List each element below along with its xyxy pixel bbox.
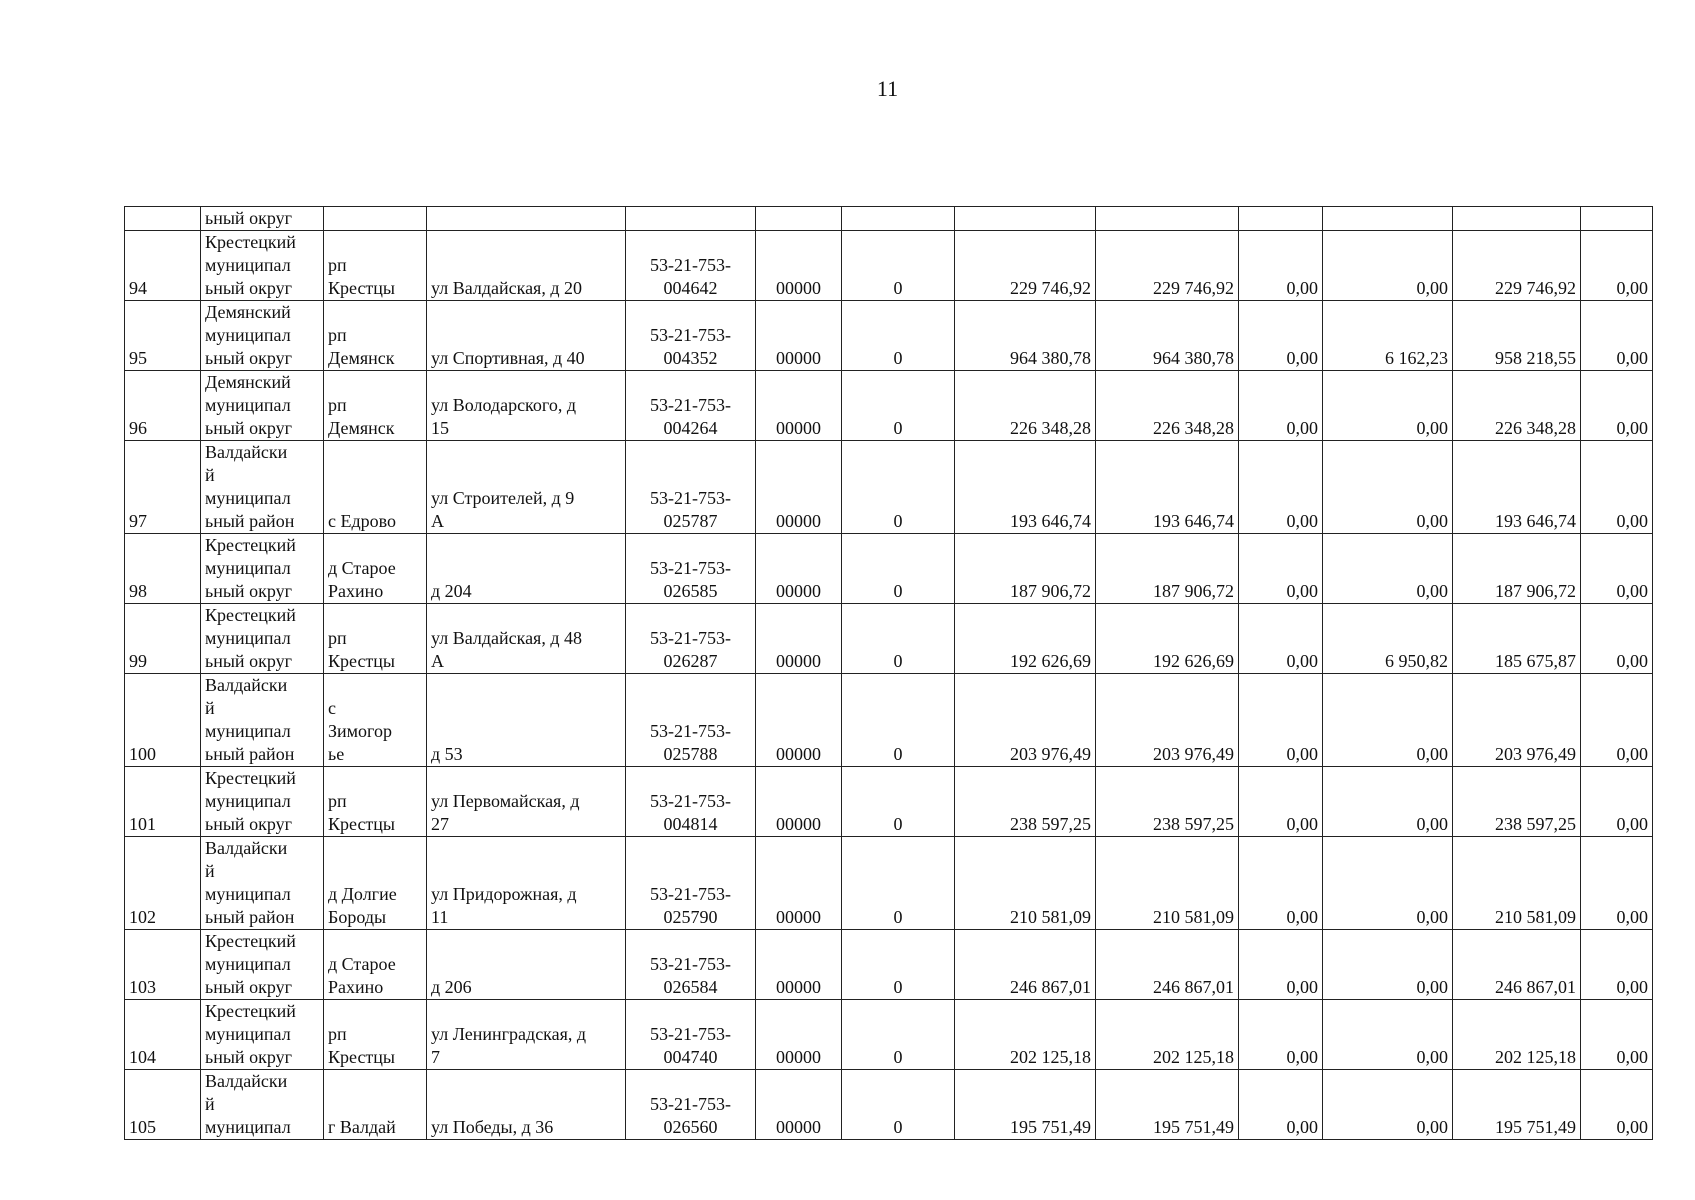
cell-oktmo: 00000 <box>756 231 842 301</box>
cell-v4: 0,00 <box>1581 674 1653 767</box>
cell-settlement: с Зимогор ье <box>324 674 427 767</box>
cell-address: д 206 <box>427 930 626 1000</box>
cell-settlement: г Валдай <box>324 1070 427 1140</box>
cell-paid: 246 867,01 <box>1096 930 1239 1000</box>
cell-total: 226 348,28 <box>955 371 1096 441</box>
cell-v2: 0,00 <box>1323 930 1453 1000</box>
cell-v2: 0,00 <box>1323 1070 1453 1140</box>
cell-oktmo: 00000 <box>756 301 842 371</box>
cell-v3: 187 906,72 <box>1453 534 1581 604</box>
cell-code: 53-21-753- 025788 <box>626 674 756 767</box>
cell-num: 98 <box>125 534 201 604</box>
cell-address: д 53 <box>427 674 626 767</box>
cell-oktmo: 00000 <box>756 837 842 930</box>
cell-v4: 0,00 <box>1581 930 1653 1000</box>
cell-v1: 0,00 <box>1239 1000 1323 1070</box>
cell-total <box>955 207 1096 231</box>
cell-oktmo: 00000 <box>756 674 842 767</box>
cell-v2: 0,00 <box>1323 231 1453 301</box>
cell-address: ул Валдайская, д 20 <box>427 231 626 301</box>
cell-v3: 210 581,09 <box>1453 837 1581 930</box>
cell-v1: 0,00 <box>1239 301 1323 371</box>
cell-v3: 195 751,49 <box>1453 1070 1581 1140</box>
cell-flag: 0 <box>842 837 955 930</box>
cell-settlement <box>324 207 427 231</box>
cell-total: 964 380,78 <box>955 301 1096 371</box>
cell-v3: 202 125,18 <box>1453 1000 1581 1070</box>
cell-address <box>427 207 626 231</box>
cell-district: Крестецкий муниципал ьный округ <box>201 534 324 604</box>
cell-district: Крестецкий муниципал ьный округ <box>201 231 324 301</box>
cell-total: 238 597,25 <box>955 767 1096 837</box>
cell-flag: 0 <box>842 1000 955 1070</box>
cell-code: 53-21-753- 026560 <box>626 1070 756 1140</box>
cell-v1: 0,00 <box>1239 674 1323 767</box>
table-row <box>125 837 1653 930</box>
cell-address: ул Первомайская, д 27 <box>427 767 626 837</box>
cell-v2: 0,00 <box>1323 534 1453 604</box>
cell-oktmo: 00000 <box>756 604 842 674</box>
cell-total: 246 867,01 <box>955 930 1096 1000</box>
cell-flag: 0 <box>842 930 955 1000</box>
cell-address: ул Ленинградская, д 7 <box>427 1000 626 1070</box>
table-row <box>125 441 1653 534</box>
cell-district: Валдайски й муниципал ьный район <box>201 837 324 930</box>
table-row <box>125 604 1653 674</box>
cell-district: Демянский муниципал ьный округ <box>201 301 324 371</box>
cell-paid: 203 976,49 <box>1096 674 1239 767</box>
cell-v1: 0,00 <box>1239 231 1323 301</box>
cell-code: 53-21-753- 004352 <box>626 301 756 371</box>
cell-v1: 0,00 <box>1239 930 1323 1000</box>
cell-v1 <box>1239 207 1323 231</box>
cell-code: 53-21-753- 026287 <box>626 604 756 674</box>
cell-v3: 958 218,55 <box>1453 301 1581 371</box>
cell-paid: 192 626,69 <box>1096 604 1239 674</box>
table-row <box>125 301 1653 371</box>
cell-v4: 0,00 <box>1581 301 1653 371</box>
cell-oktmo: 00000 <box>756 534 842 604</box>
cell-settlement: д Долгие Бороды <box>324 837 427 930</box>
cell-v2 <box>1323 207 1453 231</box>
cell-v2: 0,00 <box>1323 674 1453 767</box>
cell-num: 101 <box>125 767 201 837</box>
cell-district: Валдайски й муниципал ьный район <box>201 441 324 534</box>
cell-flag: 0 <box>842 674 955 767</box>
cell-v2: 0,00 <box>1323 837 1453 930</box>
cell-v3: 238 597,25 <box>1453 767 1581 837</box>
cell-address: ул Придорожная, д 11 <box>427 837 626 930</box>
cell-district: ьный округ <box>201 207 324 231</box>
cell-address: ул Володарского, д 15 <box>427 371 626 441</box>
cell-v2: 0,00 <box>1323 371 1453 441</box>
cell-v3: 185 675,87 <box>1453 604 1581 674</box>
cell-address: ул Валдайская, д 48 А <box>427 604 626 674</box>
cell-settlement: рп Демянск <box>324 371 427 441</box>
cell-code: 53-21-753- 025787 <box>626 441 756 534</box>
table-row <box>125 1070 1653 1140</box>
cell-v4: 0,00 <box>1581 1070 1653 1140</box>
table-row <box>125 674 1653 767</box>
cell-settlement: рп Крестцы <box>324 1000 427 1070</box>
cell-v4 <box>1581 207 1653 231</box>
cell-code <box>626 207 756 231</box>
cell-flag: 0 <box>842 371 955 441</box>
cell-num: 104 <box>125 1000 201 1070</box>
cell-oktmo: 00000 <box>756 371 842 441</box>
cell-settlement: д Старое Рахино <box>324 534 427 604</box>
cell-oktmo: 00000 <box>756 1000 842 1070</box>
cell-v3: 203 976,49 <box>1453 674 1581 767</box>
cell-paid: 195 751,49 <box>1096 1070 1239 1140</box>
cell-paid: 964 380,78 <box>1096 301 1239 371</box>
cell-code: 53-21-753- 004814 <box>626 767 756 837</box>
cell-address: ул Спортивная, д 40 <box>427 301 626 371</box>
cell-num: 99 <box>125 604 201 674</box>
cell-v4: 0,00 <box>1581 767 1653 837</box>
cell-total: 203 976,49 <box>955 674 1096 767</box>
cell-v3: 193 646,74 <box>1453 441 1581 534</box>
cell-v2: 6 162,23 <box>1323 301 1453 371</box>
cell-v4: 0,00 <box>1581 837 1653 930</box>
registry-table <box>124 206 1653 1140</box>
cell-paid: 238 597,25 <box>1096 767 1239 837</box>
cell-paid: 229 746,92 <box>1096 231 1239 301</box>
cell-paid <box>1096 207 1239 231</box>
cell-v1: 0,00 <box>1239 767 1323 837</box>
cell-total: 229 746,92 <box>955 231 1096 301</box>
cell-address: д 204 <box>427 534 626 604</box>
cell-paid: 187 906,72 <box>1096 534 1239 604</box>
cell-num: 105 <box>125 1070 201 1140</box>
cell-flag: 0 <box>842 1070 955 1140</box>
table-row <box>125 1000 1653 1070</box>
cell-v1: 0,00 <box>1239 371 1323 441</box>
cell-num: 100 <box>125 674 201 767</box>
cell-settlement: с Едрово <box>324 441 427 534</box>
cell-oktmo <box>756 207 842 231</box>
cell-total: 193 646,74 <box>955 441 1096 534</box>
cell-flag <box>842 207 955 231</box>
cell-paid: 210 581,09 <box>1096 837 1239 930</box>
cell-v4: 0,00 <box>1581 441 1653 534</box>
table-row <box>125 534 1653 604</box>
cell-v3 <box>1453 207 1581 231</box>
page-number: 11 <box>876 76 899 101</box>
table-row <box>125 231 1653 301</box>
cell-flag: 0 <box>842 604 955 674</box>
cell-total: 195 751,49 <box>955 1070 1096 1140</box>
cell-v4: 0,00 <box>1581 534 1653 604</box>
cell-oktmo: 00000 <box>756 1070 842 1140</box>
cell-total: 187 906,72 <box>955 534 1096 604</box>
cell-v2: 0,00 <box>1323 1000 1453 1070</box>
cell-settlement: рп Крестцы <box>324 604 427 674</box>
cell-v1: 0,00 <box>1239 441 1323 534</box>
cell-v3: 229 746,92 <box>1453 231 1581 301</box>
cell-flag: 0 <box>842 231 955 301</box>
cell-settlement: д Старое Рахино <box>324 930 427 1000</box>
cell-v1: 0,00 <box>1239 837 1323 930</box>
table-row <box>125 371 1653 441</box>
cell-district: Крестецкий муниципал ьный округ <box>201 604 324 674</box>
cell-num: 103 <box>125 930 201 1000</box>
cell-district: Крестецкий муниципал ьный округ <box>201 1000 324 1070</box>
cell-district: Крестецкий муниципал ьный округ <box>201 767 324 837</box>
cell-code: 53-21-753- 004264 <box>626 371 756 441</box>
cell-num <box>125 207 201 231</box>
cell-oktmo: 00000 <box>756 930 842 1000</box>
cell-paid: 226 348,28 <box>1096 371 1239 441</box>
cell-flag: 0 <box>842 534 955 604</box>
cell-v2: 0,00 <box>1323 767 1453 837</box>
cell-address: ул Строителей, д 9 А <box>427 441 626 534</box>
cell-num: 95 <box>125 301 201 371</box>
cell-num: 97 <box>125 441 201 534</box>
cell-settlement: рп Крестцы <box>324 231 427 301</box>
cell-flag: 0 <box>842 441 955 534</box>
cell-num: 96 <box>125 371 201 441</box>
cell-v2: 6 950,82 <box>1323 604 1453 674</box>
cell-v3: 246 867,01 <box>1453 930 1581 1000</box>
cell-num: 94 <box>125 231 201 301</box>
cell-code: 53-21-753- 026585 <box>626 534 756 604</box>
cell-oktmo: 00000 <box>756 767 842 837</box>
cell-code: 53-21-753- 025790 <box>626 837 756 930</box>
cell-total: 202 125,18 <box>955 1000 1096 1070</box>
cell-v4: 0,00 <box>1581 1000 1653 1070</box>
cell-district: Валдайски й муниципал ьный район <box>201 674 324 767</box>
cell-code: 53-21-753- 004642 <box>626 231 756 301</box>
cell-district: Валдайски й муниципал <box>201 1070 324 1140</box>
cell-flag: 0 <box>842 301 955 371</box>
cell-v4: 0,00 <box>1581 604 1653 674</box>
cell-total: 192 626,69 <box>955 604 1096 674</box>
cell-v1: 0,00 <box>1239 534 1323 604</box>
cell-oktmo: 00000 <box>756 441 842 534</box>
cell-district: Демянский муниципал ьный округ <box>201 371 324 441</box>
cell-paid: 202 125,18 <box>1096 1000 1239 1070</box>
cell-address: ул Победы, д 36 <box>427 1070 626 1140</box>
cell-v3: 226 348,28 <box>1453 371 1581 441</box>
cell-settlement: рп Демянск <box>324 301 427 371</box>
cell-district: Крестецкий муниципал ьный округ <box>201 930 324 1000</box>
table-row <box>125 930 1653 1000</box>
cell-settlement: рп Крестцы <box>324 767 427 837</box>
cell-code: 53-21-753- 004740 <box>626 1000 756 1070</box>
cell-v2: 0,00 <box>1323 441 1453 534</box>
table-row <box>125 767 1653 837</box>
cell-v4: 0,00 <box>1581 231 1653 301</box>
cell-flag: 0 <box>842 767 955 837</box>
cell-code: 53-21-753- 026584 <box>626 930 756 1000</box>
cell-paid: 193 646,74 <box>1096 441 1239 534</box>
table-row-continuation <box>125 207 1653 231</box>
cell-total: 210 581,09 <box>955 837 1096 930</box>
cell-v1: 0,00 <box>1239 604 1323 674</box>
cell-v4: 0,00 <box>1581 371 1653 441</box>
cell-v1: 0,00 <box>1239 1070 1323 1140</box>
cell-num: 102 <box>125 837 201 930</box>
